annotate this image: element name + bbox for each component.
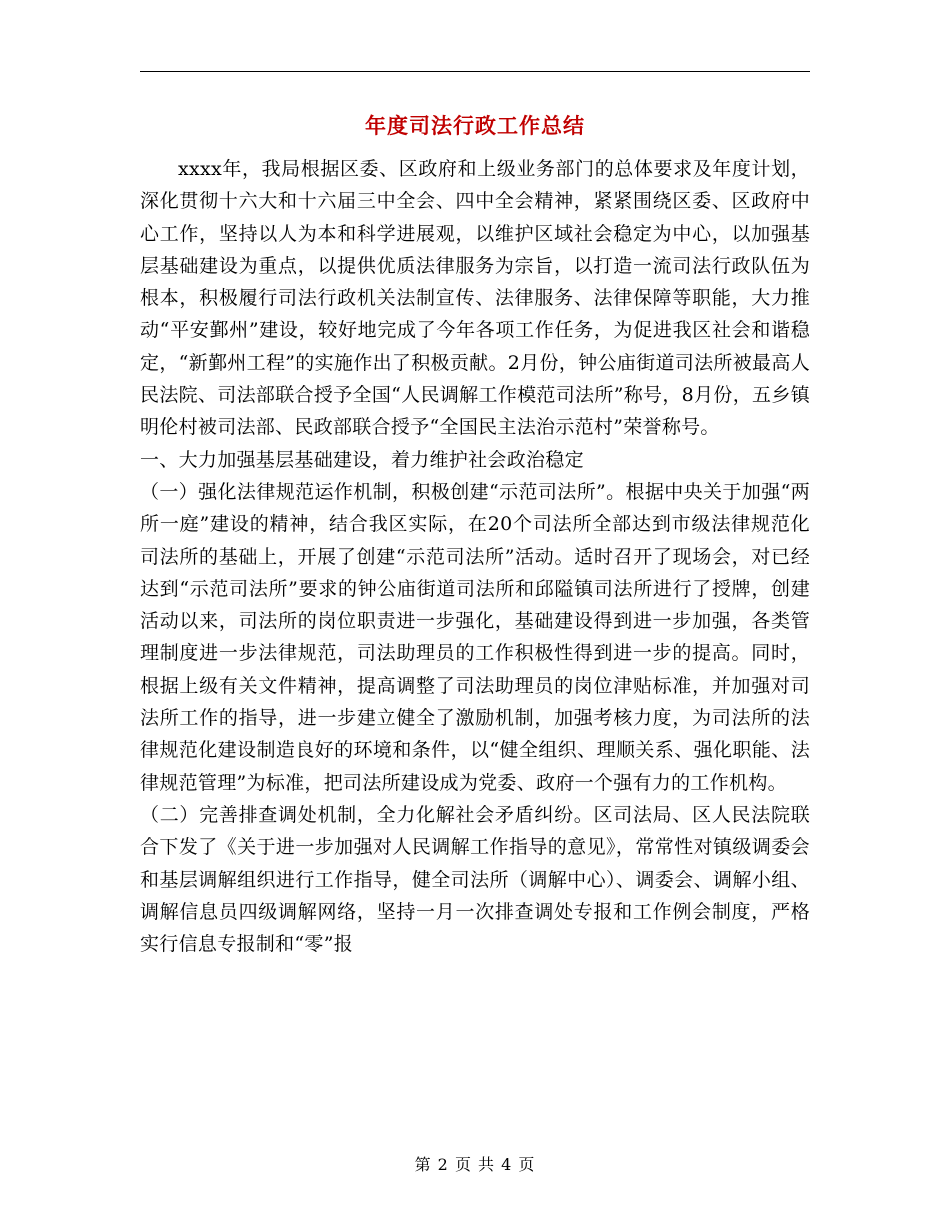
page-number-footer: 第 2 页 共 4 页 bbox=[414, 1155, 536, 1174]
section-heading-1: 一、大力加强基层基础建设，着力维护社会政治稳定 bbox=[140, 448, 584, 471]
subsection-paragraph-1: （一）强化法律规范运作机制，积极创建“示范司法所”。根据中央关于加强“两所一庭”建设的精神，结合我区实际，在20个司法所全部达到市级法律规范化司法所的基础上，开展了创建“示范司法所”活动。适时召开了现场会，对已经达到“示范司法所”要求的钟公庙街道司法所和邱隘镇司法所进行了授牌，创建活动以来，司法所的岗位职责进一步强化，基础建设得到进一步加强，各类管理制度进一步法律规范，司法助理员的工作积极性得到进一步的提高。同时，根据上级有关文件精神，提高调整了司法助理员的岗位津贴标准，并加强对司法所工作的指导，进一步建立健全了激励机制，加强考核力度，为司法所的法律规范化建设制造良好的环境和条件，以“健全组织、理顺关系、强化职能、法律规范管理”为标准，把司法所建设成为党委、政府一个强有力的工作机构。 bbox=[140, 480, 810, 794]
header-rule bbox=[140, 71, 810, 72]
document-body bbox=[140, 153, 810, 960]
document-title: 年度司法行政工作总结 bbox=[365, 113, 585, 138]
subsection-paragraph-2: （二）完善排查调处机制，全力化解社会矛盾纠纷。区司法局、区人民法院联合下发了《关于进一步加强对人民调解工作指导的意见》，常常性对镇级调委会和基层调解组织进行工作指导，健全司法所（调解中心）、调委会、调解小组、调解信息员四级调解网络，坚持一月一次排查调处专报和工作例会制度，严格实行信息专报制和“零”报 bbox=[140, 803, 810, 956]
intro-paragraph: xxxx年，我局根据区委、区政府和上级业务部门的总体要求及年度计划，深化贯彻十六大和十六届三中全会、四中全会精神，紧紧围绕区委、区政府中心工作，坚持以人为本和科学进展观，以维护区域社会稳定为中心，以加强基层基础建设为重点，以提供优质法律服务为宗旨，以打造一流司法行政队伍为根本，积极履行司法行政机关法制宣传、法律服务、法律保障等职能，大力推动“平安鄞州”建设，较好地完成了今年各项工作任务，为促进我区社会和谐稳定，“新鄞州工程”的实施作出了积极贡献。2月份，钟公庙街道司法所被最高人民法院、司法部联合授予全国“人民调解工作模范司法所”称号，8月份，五乡镇明伦村被司法部、民政部联合授予“全国民主法治示范村”荣誉称号。 bbox=[140, 158, 810, 439]
